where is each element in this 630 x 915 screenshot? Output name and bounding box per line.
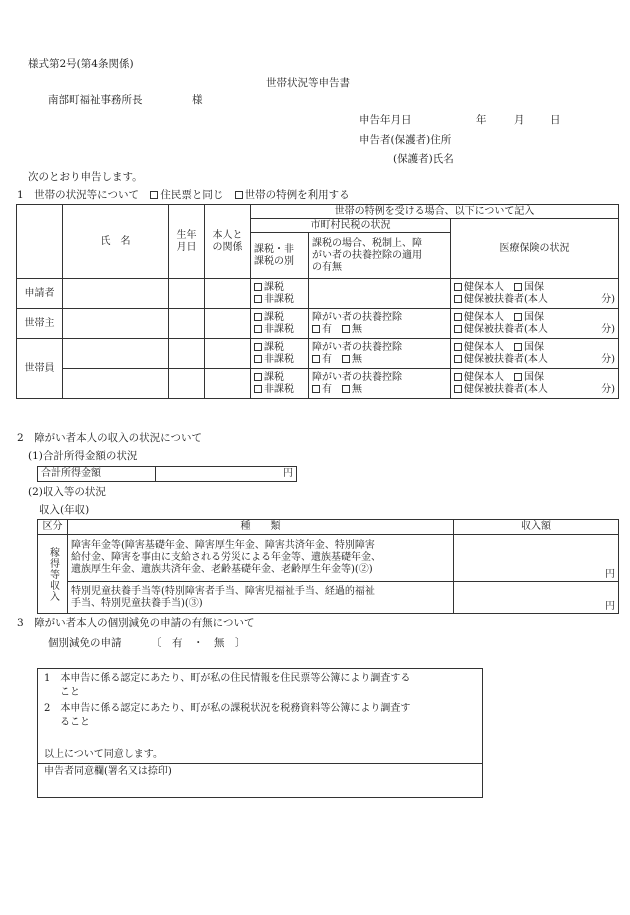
checkbox-icon[interactable] xyxy=(454,373,462,381)
divider xyxy=(38,763,482,764)
name-cell[interactable] xyxy=(63,339,169,369)
birth-cell[interactable] xyxy=(169,339,205,369)
row-label-member: 世帯員 xyxy=(17,339,63,399)
income-amount-allowance[interactable]: 円 xyxy=(454,582,619,614)
relation-cell[interactable] xyxy=(205,339,251,369)
checkbox-icon[interactable] xyxy=(454,313,462,321)
date-label: 申告年月日 xyxy=(359,114,412,126)
checkbox-icon[interactable] xyxy=(254,313,262,321)
page-title: 世帯状況等申告書 xyxy=(266,77,350,89)
date-year: 年 xyxy=(476,114,487,126)
table-row xyxy=(17,309,619,339)
section2-sub2: (2)収入等の状況 xyxy=(28,486,106,498)
insurance-cell: 健保本人 国保 健保被扶養者(本人 分) xyxy=(451,339,619,369)
deduction-cell: 障がい者の扶養控除 有 無 xyxy=(309,369,451,399)
name-label: (保護者)氏名 xyxy=(393,153,454,165)
household-table xyxy=(16,204,619,399)
tax-type-cell: 課税 非課税 xyxy=(251,279,309,309)
table-row xyxy=(38,582,619,614)
birth-cell[interactable] xyxy=(169,279,205,309)
insurance-header: 医療保険の状況 xyxy=(451,219,619,279)
relation-cell[interactable] xyxy=(205,279,251,309)
checkbox-icon[interactable] xyxy=(514,343,522,351)
col-name: 氏 名 xyxy=(63,205,169,279)
signature-label: 申告者同意欄(署名又は捺印) xyxy=(44,766,172,777)
checkbox-icon[interactable] xyxy=(454,283,462,291)
checkbox-icon[interactable] xyxy=(514,313,522,321)
insurance-cell: 健保本人 国保 健保被扶養者(本人 分) xyxy=(451,279,619,309)
consent-box: 1 本申告に係る認定にあたり、町が私の住民情報を住民票等公簿により調査する こと 2 本申告に係る認定にあたり、町が私の課税状況を税務資料等公簿により調査す ること 以上について同意します。 申告者同意欄(署名又は捺印) xyxy=(37,668,483,798)
checkbox-icon[interactable] xyxy=(514,283,522,291)
income-year-label: 収入(年収) xyxy=(39,504,90,516)
checkbox-icon[interactable] xyxy=(454,295,462,303)
intro-text: 次のとおり申告します。 xyxy=(28,171,143,183)
checkbox-icon[interactable] xyxy=(254,355,262,363)
table-row xyxy=(17,279,619,309)
tax-type-cell: 課税 非課税 xyxy=(251,309,309,339)
insurance-cell: 健保本人 国保 健保被扶養者(本人 分) xyxy=(451,369,619,399)
row-label-applicant: 申請者 xyxy=(17,279,63,309)
birth-cell[interactable] xyxy=(169,309,205,339)
col-deduction: 課税の場合、税制上、障 がい者の扶養控除の適用 の有無 xyxy=(309,233,451,279)
table-row xyxy=(17,339,619,369)
city-tax-header: 市町村民税の状況 xyxy=(251,219,451,233)
name-cell[interactable] xyxy=(63,309,169,339)
total-income-table xyxy=(37,466,297,482)
checkbox-icon[interactable] xyxy=(454,355,462,363)
checkbox-icon[interactable] xyxy=(254,385,262,393)
date-month: 月 xyxy=(514,114,525,126)
checkbox-icon[interactable] xyxy=(312,325,320,333)
col-type: 種 類 xyxy=(68,520,454,535)
checkbox-icon[interactable] xyxy=(342,385,350,393)
category-label: 稼得等収入 xyxy=(38,535,68,614)
section1-heading: 1 世帯の状況等について 住民票と同じ 世帯の特例を利用する xyxy=(17,189,350,201)
checkbox-icon[interactable] xyxy=(235,191,243,199)
total-income-field[interactable]: 円 xyxy=(156,467,297,482)
deduction-cell: 障がい者の扶養控除 有 無 xyxy=(309,339,451,369)
tax-type-cell: 課税 非課税 xyxy=(251,369,309,399)
col-category: 区分 xyxy=(38,520,68,535)
income-type-pension: 障害年金等(障害基礎年金、障害厚生年金、障害共済年金、特別障害 給付金、障害を事由に支給される労災による年金等、遺族基礎年金、 遺族厚生年金、遺族共済年金、老齢基礎年金、老齢厚生年金等)(②) xyxy=(68,535,454,582)
checkbox-icon[interactable] xyxy=(254,283,262,291)
address-label: 申告者(保護者)住所 xyxy=(359,134,452,146)
section3-heading: 3 障がい者本人の個別減免の申請の有無について xyxy=(17,617,255,629)
row-label-head: 世帯主 xyxy=(17,309,63,339)
addressee: 南部町福祉事務所長 xyxy=(48,94,143,106)
checkbox-icon[interactable] xyxy=(254,343,262,351)
section2-heading: 2 障がい者本人の収入の状況について xyxy=(17,432,202,444)
relation-cell[interactable] xyxy=(205,309,251,339)
table-row xyxy=(38,535,619,582)
special-header: 世帯の特例を受ける場合、以下について記入 xyxy=(251,205,619,219)
checkbox-icon[interactable] xyxy=(454,385,462,393)
checkbox-icon[interactable] xyxy=(312,385,320,393)
relation-cell[interactable] xyxy=(205,369,251,399)
reduction-label: 個別減免の申請 xyxy=(48,637,122,649)
tax-type-cell: 課税 非課税 xyxy=(251,339,309,369)
section2-sub1: (1)合計所得金額の状況 xyxy=(28,450,138,462)
checkbox-icon[interactable] xyxy=(454,325,462,333)
checkbox-icon[interactable] xyxy=(150,191,158,199)
checkbox-icon[interactable] xyxy=(514,373,522,381)
income-table xyxy=(37,519,619,614)
consent-agree: 以上について同意します。 xyxy=(44,749,163,760)
checkbox-icon[interactable] xyxy=(454,343,462,351)
checkbox-icon[interactable] xyxy=(312,355,320,363)
checkbox-icon[interactable] xyxy=(254,325,262,333)
signature-field[interactable] xyxy=(38,779,482,797)
date-day: 日 xyxy=(550,114,561,126)
insurance-cell: 健保本人 国保 健保被扶養者(本人 分) xyxy=(451,309,619,339)
checkbox-icon[interactable] xyxy=(254,373,262,381)
name-cell[interactable] xyxy=(63,279,169,309)
deduction-cell: 障がい者の扶養控除 有 無 xyxy=(309,309,451,339)
addressee-suffix: 様 xyxy=(192,94,203,106)
birth-cell[interactable] xyxy=(169,369,205,399)
checkbox-icon[interactable] xyxy=(342,355,350,363)
form-number: 様式第2号(第4条関係) xyxy=(28,58,134,70)
table-row xyxy=(17,369,619,399)
col-birth: 生年 月日 xyxy=(169,205,205,279)
income-type-allowance: 特別児童扶養手当等(特別障害者手当、障害児福祉手当、経過的福祉 手当、特別児童扶養手当)(③) xyxy=(68,582,454,614)
deduction-cell xyxy=(309,279,451,309)
name-cell[interactable] xyxy=(63,369,169,399)
col-tax-type: 課税・非 課税の別 xyxy=(251,233,309,279)
income-amount-pension[interactable]: 円 xyxy=(454,535,619,582)
col-amount: 収入額 xyxy=(454,520,619,535)
col-relation: 本人と の関係 xyxy=(205,205,251,279)
checkbox-icon[interactable] xyxy=(342,325,350,333)
reduction-choice[interactable]: 〔 有 ・ 無 〕 xyxy=(151,637,246,649)
total-income-label: 合計所得金額 xyxy=(38,467,156,482)
checkbox-icon[interactable] xyxy=(254,295,262,303)
